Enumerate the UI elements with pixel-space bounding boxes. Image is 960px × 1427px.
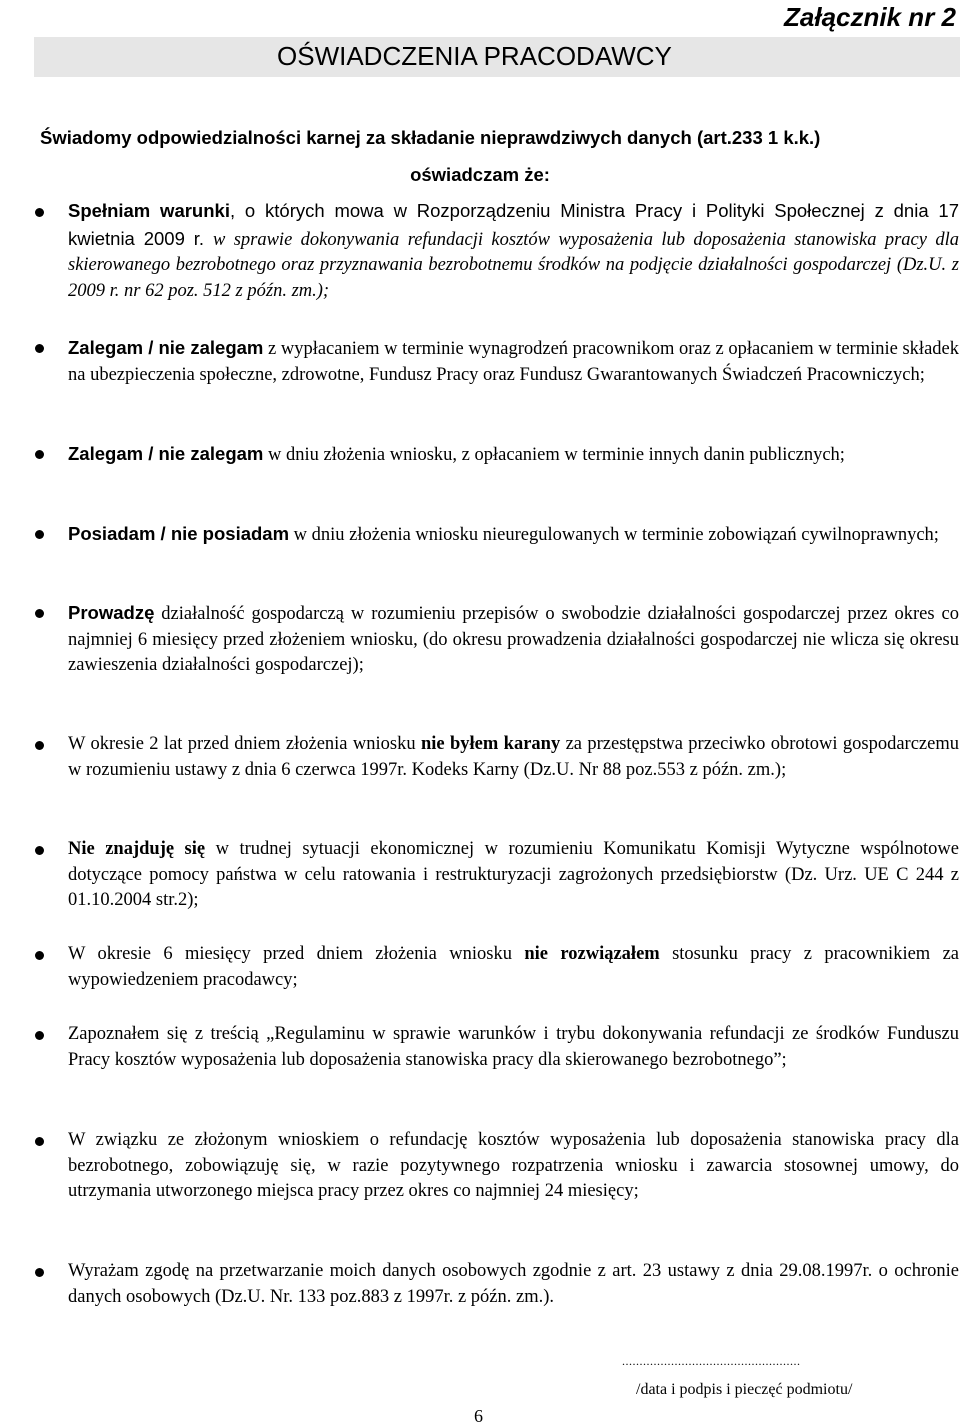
annex-label: Załącznik nr 2 <box>784 2 956 32</box>
list-item-civil-obligations <box>68 521 959 549</box>
item-text: , o których mowa w Rozporządzeniu Ministra Pracy i Polityki Społecznej z dnia 17 kwietnia 2009 r. <box>68 200 959 249</box>
list-item-wages <box>68 335 959 388</box>
list-item-economic-situation <box>68 837 959 914</box>
item-text: w trudnej sytuacji ekonomicznej w rozumieniu Komunikatu Komisji Wytyczne wspólnotowe dotyczące pomocy państwa w celu ratowania i restrukturyzacji zagrożonych przedsiębiorstw (Dz. Urz. UE C 244 z 01.10.2004 str.2); <box>68 839 959 910</box>
list-item-conditions <box>68 198 959 304</box>
bullet <box>35 846 44 855</box>
bullet <box>35 951 44 960</box>
list-item-public-levies <box>68 441 959 469</box>
item-bold: Zalegam / nie zalegam <box>68 337 264 358</box>
bullet <box>35 450 44 459</box>
item-text: za przestępstwa przeciwko obrotowi gospodarczemu w rozumieniu ustawy z dnia 6 czerwca 1997r. Kodeks Karny (Dz.U. Nr 88 poz.553 z późn. zm.); <box>68 734 959 780</box>
item-text: W okresie 6 miesięcy przed dniem złożenia wniosku <box>68 944 525 964</box>
page-title: OŚWIADCZENIA PRACODAWCY <box>277 41 672 71</box>
item-text: W okresie 2 lat przed dniem złożenia wniosku <box>68 734 421 754</box>
bullet <box>35 208 44 217</box>
item-bold: nie byłem karany <box>420 734 561 754</box>
item-bold: Posiadam / nie posiadam <box>68 523 290 544</box>
bullet <box>35 1031 44 1040</box>
list-item-commitment <box>68 1128 959 1205</box>
bullet <box>35 344 44 353</box>
item-text: działalność gospodarczą w rozumieniu przepisów o swobodzie działalności gospodarczej przez okres co najmniej 6 miesięcy przed złożeniem wniosku, (do okresu prowadzenia działalności gospodarczej nie wlicza się okresu zawieszenia działalności gospodarczej); <box>68 604 959 675</box>
declare-heading: oświadczam że: <box>410 164 550 185</box>
item-bold: Nie znajduję się <box>68 839 206 859</box>
item-text: z wypłacaniem w terminie wynagrodzeń pracownikom oraz z opłacaniem w terminie składek na ubezpieczenia społeczne, zdrowotne, Fundusz Pracy oraz Fundusz Gwarantowanych Świadczeń Pracowniczych; <box>68 339 959 385</box>
item-text: Wyrażam zgodę na przetwarzanie moich danych osobowych zgodnie z art. 23 ustawy z dnia 29.08.1997r. o ochronie danych osobowych (Dz.U. Nr. 133 poz.883 z 1997r. z późn. zm.). <box>68 1261 959 1307</box>
item-text: stosunku pracy z pracownikiem za wypowiedzeniem pracodawcy; <box>68 944 959 990</box>
item-bold: Zalegam / nie zalegam <box>68 443 264 464</box>
bullet <box>35 1137 44 1146</box>
item-bold: Prowadzę <box>68 602 155 623</box>
bullet <box>35 1268 44 1277</box>
list-item-criminal-record <box>68 732 959 783</box>
item-text: w dniu złożenia wniosku nieuregulowanych w terminie zobowiązań cywilnoprawnych; <box>289 525 939 545</box>
signature-line: ................................................... <box>622 1354 801 1368</box>
item-text: w dniu złożenia wniosku, z opłacaniem w terminie innych danin publicznych; <box>263 445 845 465</box>
item-bold: nie rozwiązałem <box>524 944 660 964</box>
bullet <box>35 741 44 750</box>
list-item-termination <box>68 942 959 993</box>
intro-statement: Świadomy odpowiedzialności karnej za składanie nieprawdziwych danych (art.233 1 k.k.) <box>40 127 821 148</box>
item-text: Zapoznałem się z treścią „Regulaminu w sprawie warunków i trybu dokonywania refundacji ze środków Funduszu Pracy kosztów wyposażenia lub doposażenia stanowiska pracy dla skierowanego bezrobotnego”; <box>68 1024 959 1070</box>
item-italic: w sprawie dokonywania refundacji kosztów wyposażenia lub doposażenia stanowiska pracy dla skierowanego bezrobotnego oraz przyznawania bezrobotnemu środków na podjęcie działalności gospodarczej (Dz.U. z 2009 r. nr 62 poz. 512 z późn. zm.); <box>68 229 959 301</box>
signature-caption: /data i podpis i pieczęć podmiotu/ <box>636 1381 853 1398</box>
bullet <box>35 530 44 539</box>
bullet <box>35 609 44 618</box>
list-item-data-consent <box>68 1259 959 1310</box>
page-number: 6 <box>474 1406 483 1426</box>
list-item-business <box>68 600 959 679</box>
item-bold: Spełniam warunki <box>68 200 230 221</box>
item-text: W związku ze złożonym wnioskiem o refundację kosztów wyposażenia lub doposażenia stanowiska pracy dla bezrobotnego, zobowiązuję się, w razie pozytywnego rozpatrzenia wniosku i zawarcia stosownej umowy, do utrzymania utworzonego miejsca pracy przez okres co najmniej 24 miesięcy; <box>68 1130 959 1201</box>
list-item-regulations <box>68 1022 959 1073</box>
